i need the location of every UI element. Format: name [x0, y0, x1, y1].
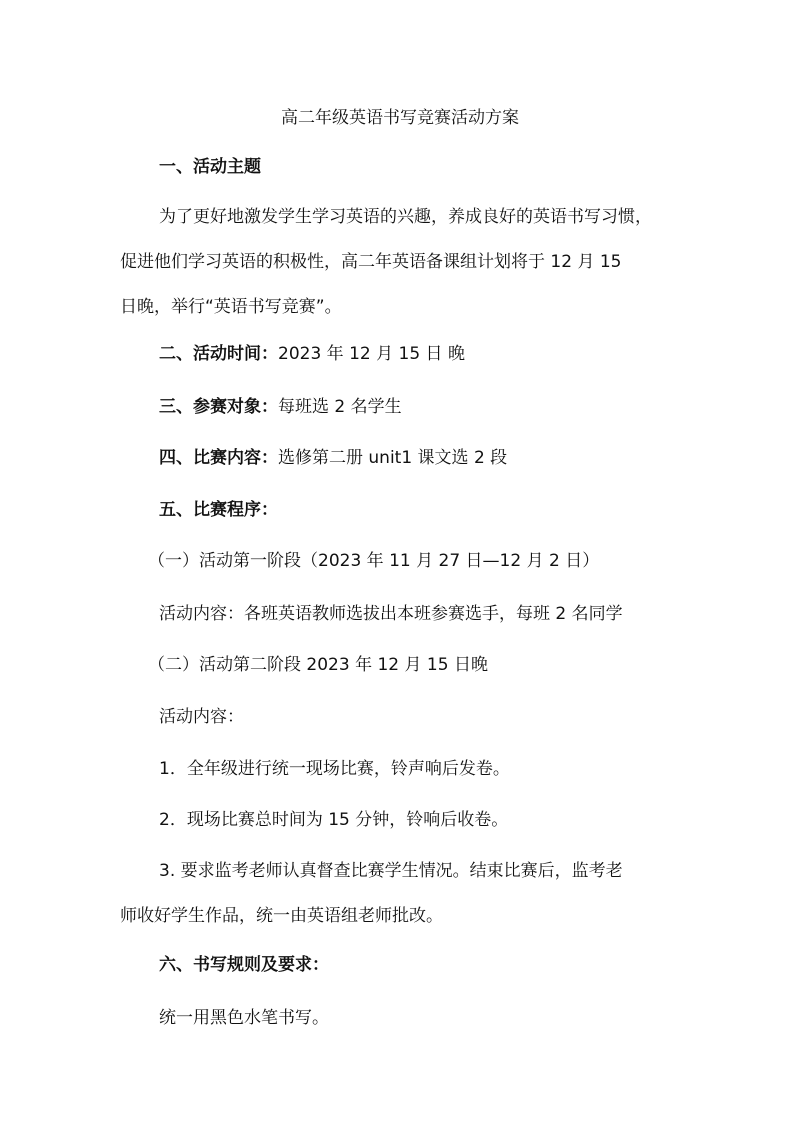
section-2-value: 2023 年 12 月 15 日 晚 — [278, 344, 465, 364]
section-2-row — [159, 340, 465, 368]
section-4-value: 选修第二册 unit1 课文选 2 段 — [278, 448, 508, 468]
section-5-heading: 五、比赛程序： — [159, 500, 278, 520]
section-6-paragraph: 统一用黑色水笔书写。 — [159, 1008, 329, 1028]
document-title: 高二年级英语书写竞赛活动方案 — [281, 108, 519, 128]
section-4-label: 四、比赛内容： — [159, 448, 278, 468]
section-3-row — [159, 393, 402, 421]
section-2-label: 二、活动时间： — [159, 344, 278, 364]
section-5-stage-2-content-label: 活动内容： — [159, 707, 244, 727]
section-5-stage-1: （一）活动第一阶段（2023 年 11 月 27 日—12 月 2 日） — [148, 551, 600, 571]
section-4-row — [159, 444, 507, 472]
section-1-paragraph-line-2: 促进他们学习英语的积极性，高二年英语备课组计划将于 12 月 15 — [120, 252, 622, 272]
section-5-stage-1-content: 活动内容：各班英语教师选拔出本班参赛选手，每班 2 名同学 — [159, 604, 623, 624]
section-6-heading: 六、书写规则及要求： — [159, 955, 329, 975]
section-1-paragraph-line-3: 日晚，举行“英语书写竞赛”。 — [120, 297, 342, 317]
section-1-heading: 一、活动主题 — [159, 157, 261, 177]
section-5-item-1: 1．全年级进行统一现场比赛，铃声响后发卷。 — [159, 759, 510, 779]
section-5-stage-2: （二）活动第二阶段 2023 年 12 月 15 日晚 — [148, 655, 488, 675]
section-5-item-2: 2．现场比赛总时间为 15 分钟，铃响后收卷。 — [159, 810, 509, 830]
section-5-item-3-line-1: 3. 要求监考老师认真督查比赛学生情况。结束比赛后，监考老 — [159, 861, 623, 881]
section-5-item-3-line-2: 师收好学生作品，统一由英语组老师批改。 — [120, 906, 443, 926]
section-3-label: 三、参赛对象： — [159, 397, 278, 417]
section-3-value: 每班选 2 名学生 — [278, 397, 402, 417]
section-1-paragraph-line-1: 为了更好地激发学生学习英语的兴趣，养成良好的英语书写习惯， — [159, 207, 652, 227]
